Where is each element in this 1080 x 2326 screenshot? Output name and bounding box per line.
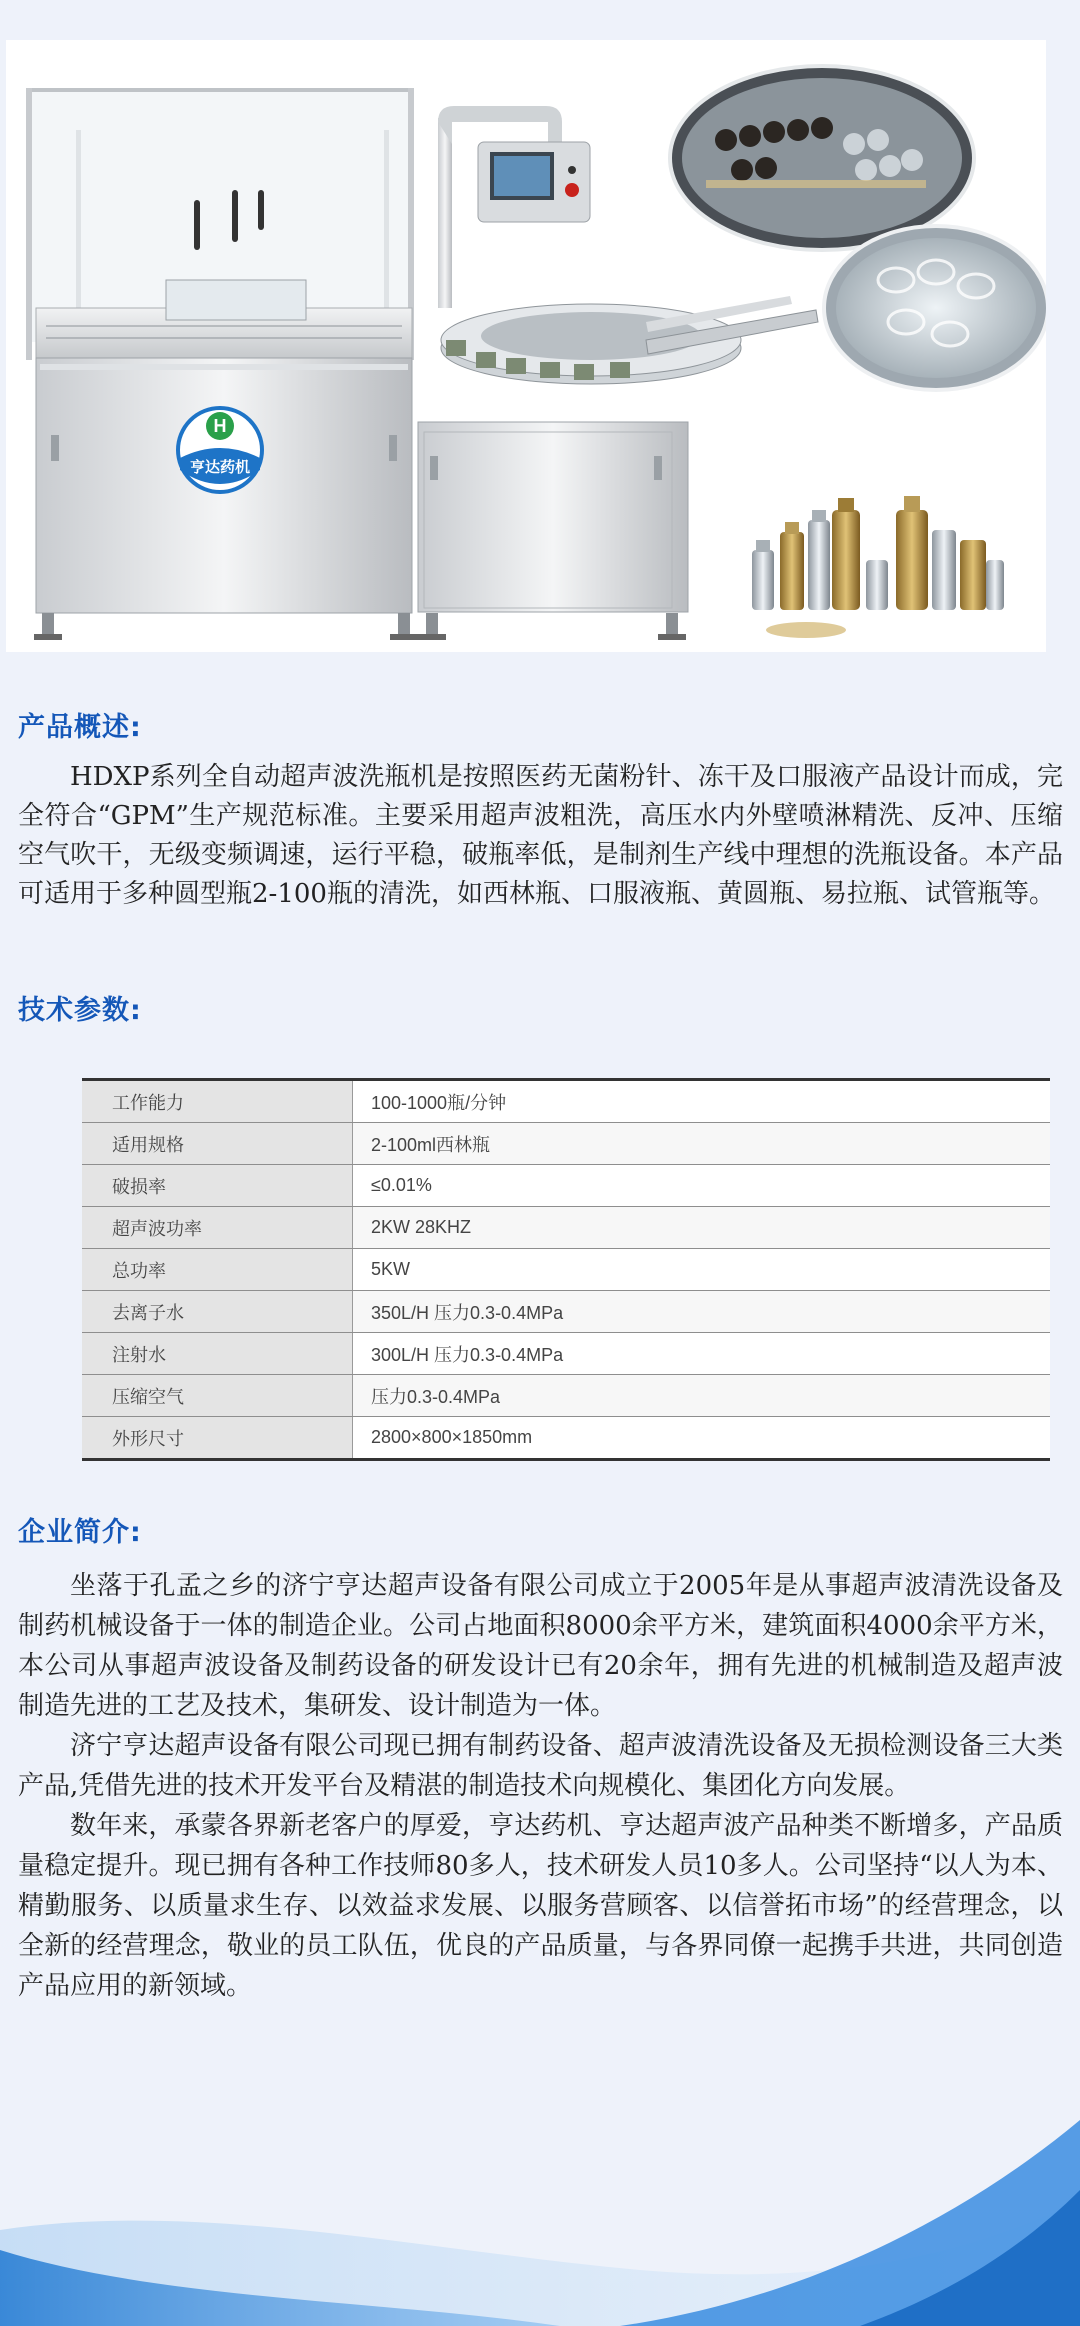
product-image (6, 40, 1046, 652)
spec-value: 压力0.3-0.4MPa (353, 1375, 1051, 1417)
spec-value: 5KW (353, 1249, 1051, 1291)
spec-label: 去离子水 (82, 1291, 353, 1333)
spec-label: 注射水 (82, 1333, 353, 1375)
spec-value: 2-100ml西林瓶 (353, 1123, 1051, 1165)
table-row (82, 1207, 1050, 1249)
svg-text:亨达药机: 亨达药机 (189, 458, 251, 476)
spec-value: ≤0.01% (353, 1165, 1051, 1207)
svg-text:H: H (213, 416, 227, 436)
spec-label: 外形尺寸 (82, 1417, 353, 1460)
spec-value: 2KW 28KHZ (353, 1207, 1051, 1249)
spec-label: 工作能力 (82, 1080, 353, 1123)
company-paragraph-2: 济宁亨达超声设备有限公司现已拥有制药设备、超声波清洗设备及无损检测设备三大类产品,凭借先进的技术开发平台及精湛的制造技术向规模化、集团化方向发展。 (18, 1731, 1063, 1801)
company-paragraph-1: 坐落于孔孟之乡的济宁亨达超声设备有限公司成立于2005年是从事超声波清洗设备及制药机械设备于一体的制造企业。公司占地面积8000余平方米，建筑面积4000余平方米，本公司从事超声波设备及制药设备的研发设计已有20余年，拥有先进的机械制造及超声波制造先进的工艺及技术，集研发、设计制造为一体。 (18, 1571, 1063, 1721)
table-row (82, 1291, 1050, 1333)
overview-paragraph (18, 758, 1063, 914)
spec-value: 100-1000瓶/分钟 (353, 1080, 1051, 1123)
spec-label: 总功率 (82, 1249, 353, 1291)
spec-value: 2800×800×1850mm (353, 1417, 1051, 1460)
overview-title: 产品概述: (18, 712, 142, 743)
specs-title: 技术参数: (18, 995, 142, 1026)
table-row (82, 1333, 1050, 1375)
table-row (82, 1249, 1050, 1291)
company-paragraph-3: 数年来，承蒙各界新老客户的厚爱，亨达药机、亨达超声波产品种类不断增多，产品质量稳定提升。现已拥有各种工作技师80多人，技术研发人员10多人。公司坚持“以人为本、精勤服务、以质量求生存、以效益求发展、以服务营顾客、以信誉拓市场”的经营理念，以全新的经营理念，敬业的员工队伍，优良的产品质量，与各界同僚一起携手共进，共同创造产品应用的新领域。 (18, 1811, 1063, 2001)
spec-value: 300L/H 压力0.3-0.4MPa (353, 1333, 1051, 1375)
table-row (82, 1417, 1050, 1460)
table-row (82, 1123, 1050, 1165)
overview-text: HDXP系列全自动超声波洗瓶机是按照医药无菌粉针、冻干及口服液产品设计而成，完全符合“GPM”生产规范标准。主要采用超声波粗洗，高压水内外壁喷淋精洗、反冲、压缩空气吹干，无级变频调速，运行平稳，破瓶率低，是制剂生产线中理想的洗瓶设备。本产品可适用于多种圆型瓶2-100瓶的清洗，如西林瓶、口服液瓶、黄圆瓶、易拉瓶、试管瓶等。 (18, 762, 1063, 909)
table-row (82, 1080, 1050, 1123)
table-row (82, 1165, 1050, 1207)
spec-label: 破损率 (82, 1165, 353, 1207)
spec-label: 压缩空气 (82, 1375, 353, 1417)
bottles-illustration (752, 496, 1004, 638)
spec-value: 350L/H 压力0.3-0.4MPa (353, 1291, 1051, 1333)
spec-label: 超声波功率 (82, 1207, 353, 1249)
specs-table (82, 1078, 1050, 1461)
company-paragraphs (18, 1566, 1063, 2006)
spec-label: 适用规格 (82, 1123, 353, 1165)
table-row (82, 1375, 1050, 1417)
company-logo (178, 408, 262, 492)
company-title: 企业简介: (18, 1517, 142, 1548)
